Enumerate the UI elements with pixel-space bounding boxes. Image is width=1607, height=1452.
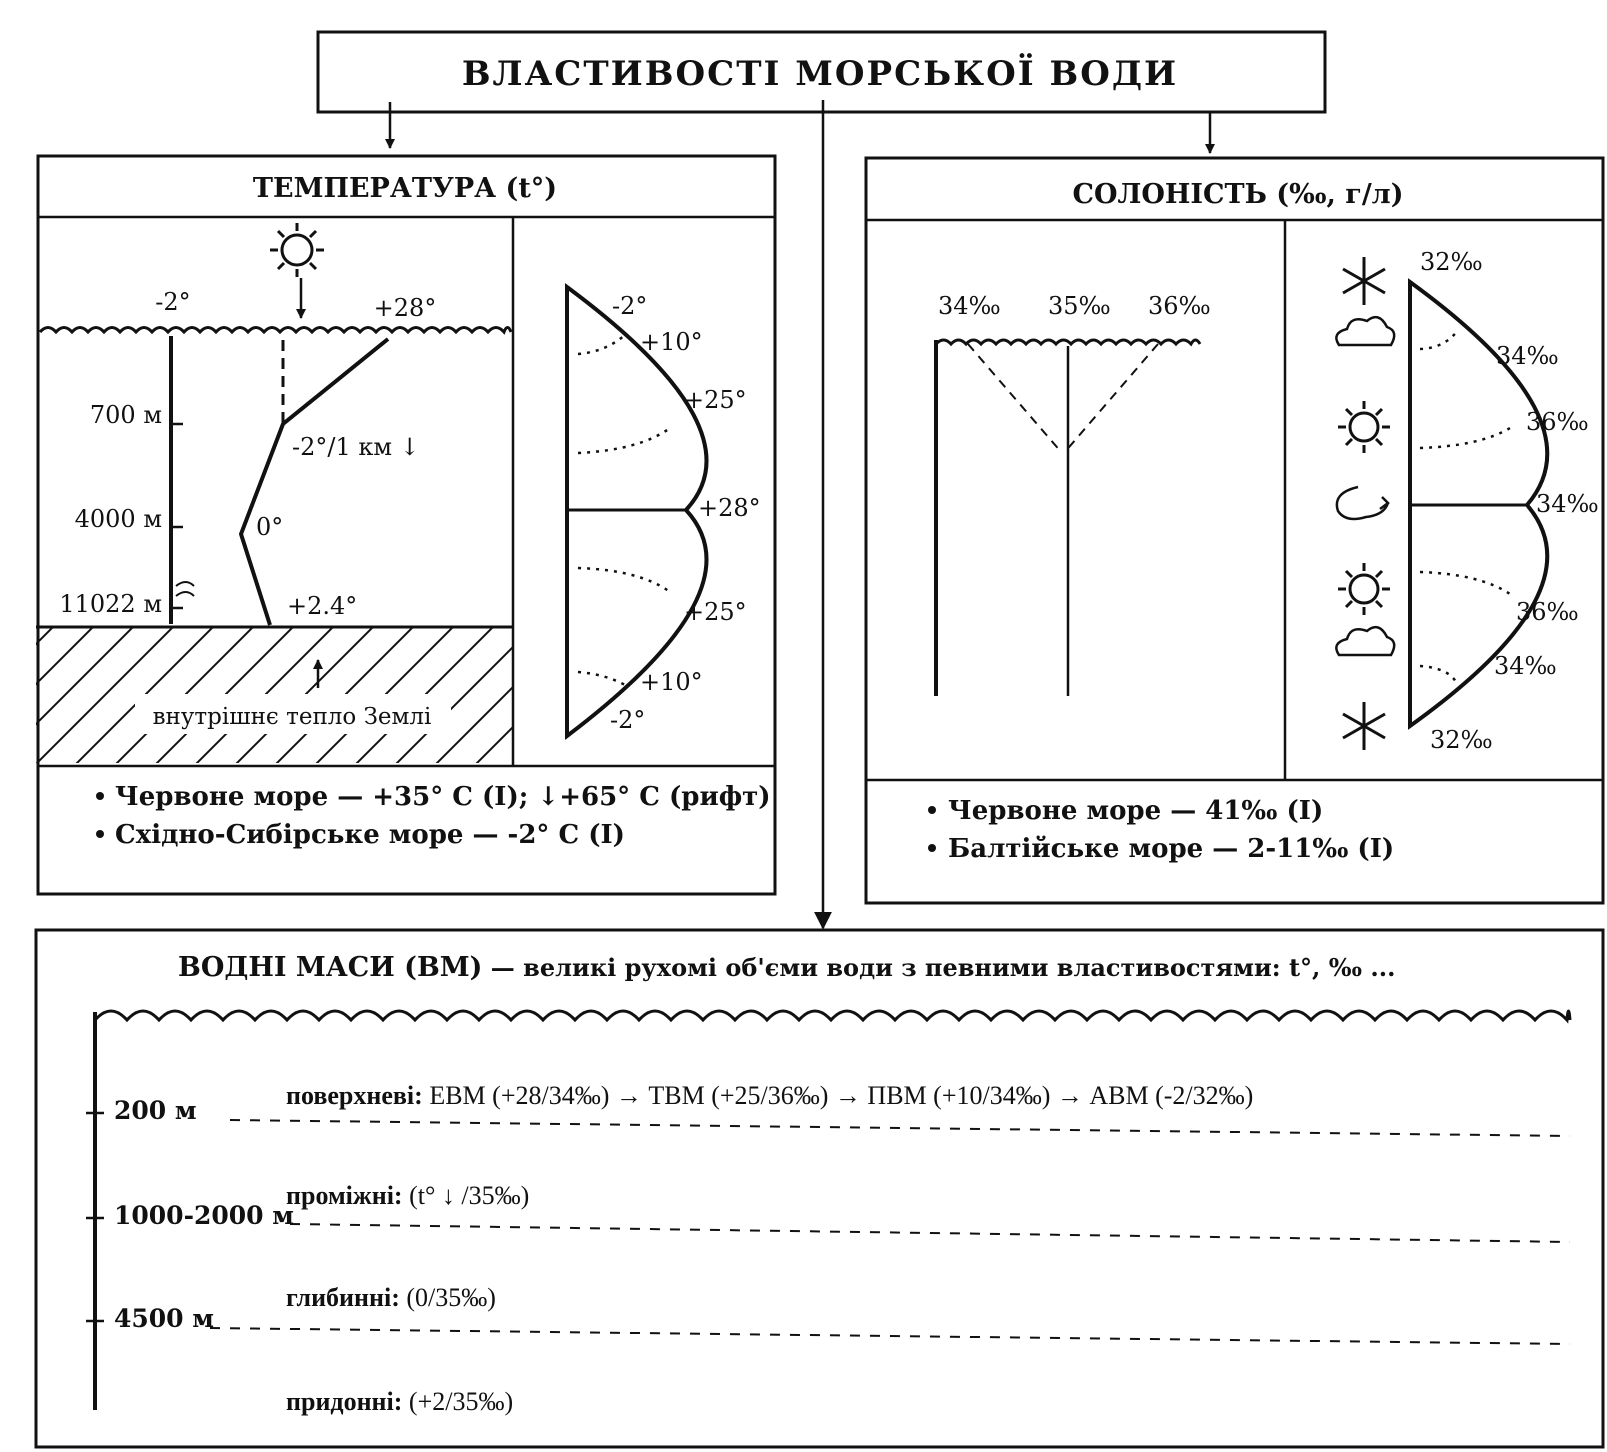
snowflake-icon (1343, 702, 1385, 750)
salinity-water-surface (936, 340, 1200, 344)
sal-lat-label-4: 36‰ (1516, 598, 1579, 626)
temp-note-2: Східно-Сибірське море — -2° С (І) (115, 820, 625, 850)
cloud-icon (1336, 627, 1394, 655)
cyclone-icon (1337, 487, 1388, 519)
wm-layer-surface-name: поверхневі: (286, 1081, 423, 1110)
wm-layer-surface (286, 1081, 1253, 1110)
sal-lat-label-1: 34‰ (1496, 342, 1559, 370)
wm-layer-bottom (286, 1387, 513, 1416)
sal-lat-label-6: 32‰ (1430, 726, 1493, 754)
wm-heading-rest: — великі рухомі об'єми води з певними властивостями: t°, ‰ ... (482, 953, 1396, 982)
wm-layer-intermediate (286, 1181, 529, 1210)
wm-heading-bold: ВОДНІ МАСИ (ВМ) (178, 952, 483, 983)
wm-water-surface (95, 1011, 1570, 1020)
wm-depth-200: 200 м (114, 1096, 197, 1125)
depth-label-11022: 11022 м (59, 590, 162, 618)
temp-lat-label-2: +25° (684, 386, 747, 414)
sal-profile-label-1: 35‰ (1048, 292, 1111, 320)
salinity-heading: СОЛОНІСТЬ (‰, г/л) (1072, 179, 1404, 210)
sal-latitude-labels (1420, 248, 1599, 754)
sal-note-1: Червоне море — 41‰ (І) (948, 796, 1324, 826)
sun-icon (270, 223, 324, 277)
snowflake-icon (1343, 257, 1385, 305)
temp-latitude-labels (610, 292, 761, 734)
sal-lat-label-5: 34‰ (1494, 652, 1557, 680)
temperature-heading: ТЕМПЕРАТУРА (t°) (252, 173, 558, 204)
salinity-notes (928, 796, 1394, 864)
temp-lat-label-3: +28° (698, 494, 761, 522)
wm-layer-surface-desc: ЕВМ (+28/34‰) → ТВМ (+25/36‰) → ПВМ (+10/34‰) → АВМ (-2/32‰) (422, 1081, 1254, 1110)
water-masses-heading (178, 952, 1395, 983)
temp-lat-label-6: -2° (610, 706, 646, 734)
sun-icon (1338, 401, 1390, 453)
wm-layer-deep-name: глибинні: (286, 1283, 400, 1312)
earth-heat-label: внутрішнє тепло Землі (152, 704, 432, 730)
wm-layer-intermediate-desc: (t° ↓ /35‰) (402, 1181, 530, 1210)
temp-lat-label-4: +25° (684, 598, 747, 626)
wm-layer-bottom-name: придонні: (286, 1387, 403, 1416)
temperature-water-surface (40, 328, 511, 333)
sal-note-2: Балтійське море — 2-11‰ (І) (948, 834, 1395, 864)
sal-lat-label-3: 34‰ (1536, 490, 1599, 518)
temp-lat-label-5: +10° (640, 668, 703, 696)
sun-icon (1338, 563, 1390, 615)
salinity-profile-labels (938, 292, 1211, 320)
wm-depth-4500: 4500 м (114, 1304, 214, 1333)
sal-profile-label-2: 36‰ (1148, 292, 1211, 320)
cloud-icon (1336, 317, 1394, 345)
temp-surface-right: +28° (373, 294, 437, 322)
page-title: ВЛАСТИВОСТІ МОРСЬКОЇ ВОДИ (461, 54, 1179, 94)
temp-bottom-label: +2.4° (287, 592, 358, 620)
sal-lat-label-0: 32‰ (1420, 248, 1483, 276)
depth-label-700: 700 м (89, 401, 162, 429)
temperature-panel (36, 156, 775, 894)
temp-surface-left: -2° (155, 288, 191, 316)
temperature-notes (96, 782, 771, 850)
wm-layer-deep-desc: (0/35‰) (399, 1283, 496, 1312)
temp-gradient-label: -2°/1 км ↓ (292, 433, 420, 461)
wm-depth-1000-2000: 1000-2000 м (114, 1201, 294, 1230)
temperature-profile-line (241, 339, 388, 625)
salinity-dashed-lines (968, 344, 1158, 453)
temp-lat-label-0: -2° (612, 292, 648, 320)
sal-lat-label-2: 36‰ (1526, 408, 1589, 436)
temp-zero-label: 0° (256, 513, 284, 541)
temp-note-1: Червоне море — +35° С (І); ↓+65° С (рифт) (115, 782, 771, 812)
temp-lat-label-1: +10° (640, 328, 703, 356)
wm-layer-bottom-desc: (+2/35‰) (402, 1387, 514, 1416)
wm-layer-intermediate-name: проміжні: (286, 1181, 403, 1210)
salinity-panel (866, 158, 1603, 903)
sal-profile-label-0: 34‰ (938, 292, 1001, 320)
depth-label-4000: 4000 м (74, 505, 162, 533)
title-box (318, 32, 1325, 112)
wm-layer-deep (286, 1283, 496, 1312)
water-masses-panel (36, 930, 1603, 1447)
